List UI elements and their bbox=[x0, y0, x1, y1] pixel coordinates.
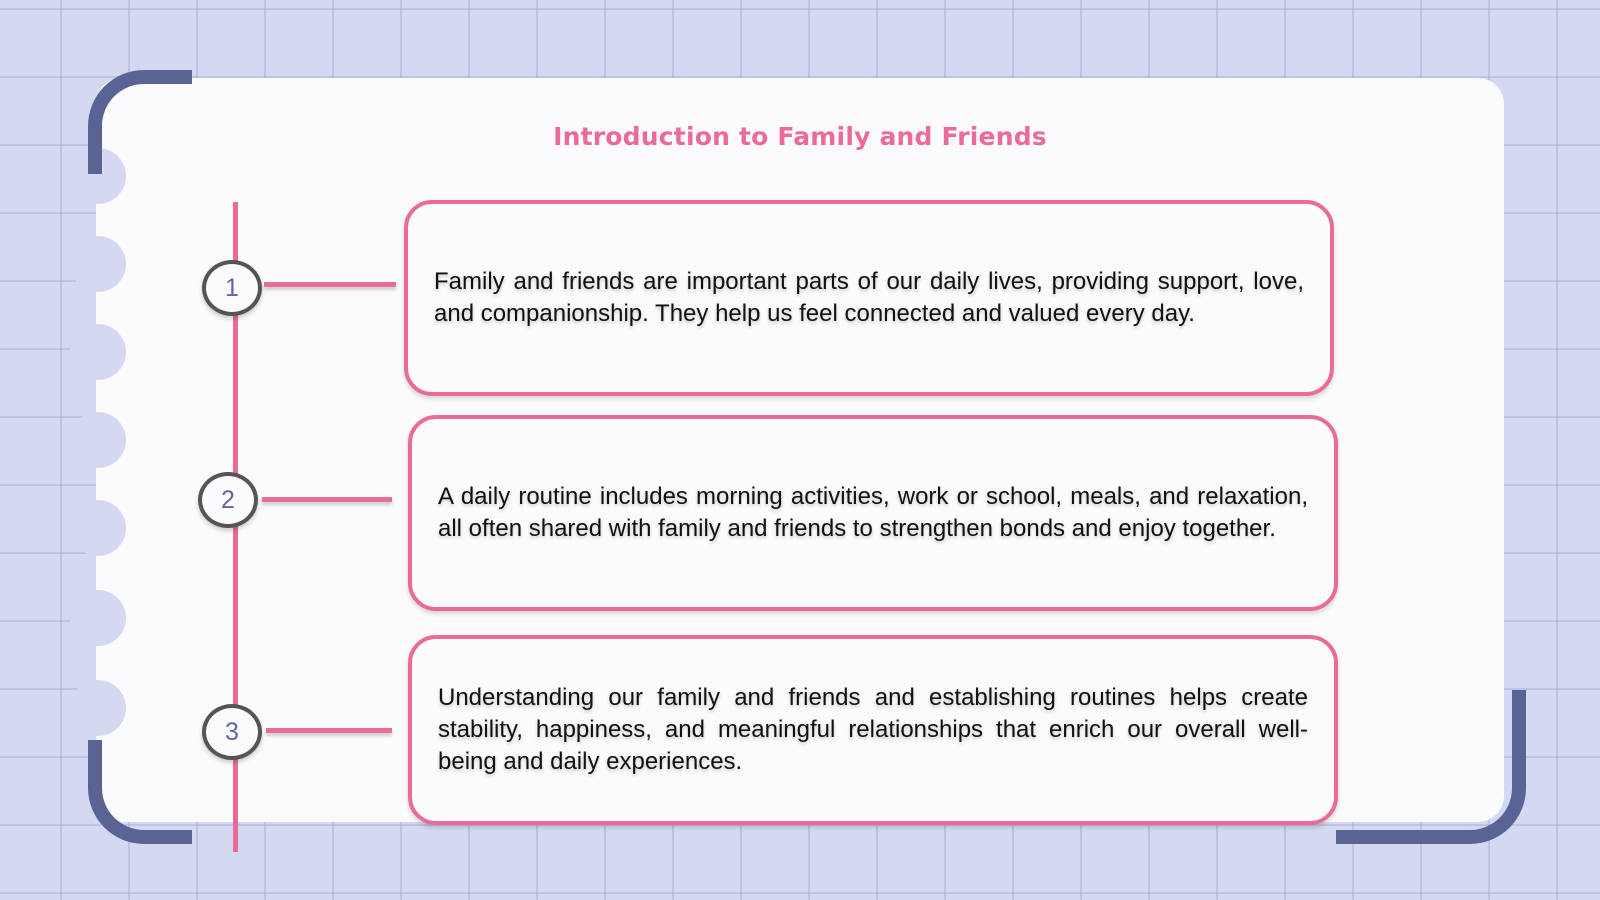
content-text: Understanding our family and friends and establishing routines helps create stability, happiness, and meaningful relationships that enrich our overall well-being and daily experiences. bbox=[438, 684, 1308, 775]
corner-bracket-top-left bbox=[88, 70, 192, 174]
step-number-circle: 3 bbox=[202, 704, 262, 760]
step-number-circle: 1 bbox=[202, 260, 262, 316]
corner-bracket-bottom-left bbox=[88, 740, 192, 844]
slide-title: Introduction to Family and Friends bbox=[553, 122, 1047, 151]
content-box bbox=[408, 415, 1338, 611]
notebook-hole bbox=[70, 236, 126, 292]
timeline-connector bbox=[264, 282, 396, 287]
notebook-hole bbox=[70, 412, 126, 468]
timeline-connector bbox=[262, 497, 392, 502]
timeline-connector bbox=[266, 728, 392, 733]
notebook-hole bbox=[70, 680, 126, 736]
content-box bbox=[408, 635, 1338, 825]
notebook-hole bbox=[70, 324, 126, 380]
content-text: A daily routine includes morning activities, work or school, meals, and relaxation, all often shared with family and friends to strengthen bonds and enjoy together. bbox=[438, 483, 1308, 542]
notebook-hole bbox=[70, 500, 126, 556]
step-number-circle: 2 bbox=[198, 472, 258, 528]
notebook-hole bbox=[70, 590, 126, 646]
content-box bbox=[404, 200, 1334, 396]
content-text: Family and friends are important parts of our daily lives, providing support, love, and companionship. They help us feel connected and valued every day. bbox=[434, 268, 1304, 327]
corner-bracket-bottom-right bbox=[1336, 690, 1526, 844]
